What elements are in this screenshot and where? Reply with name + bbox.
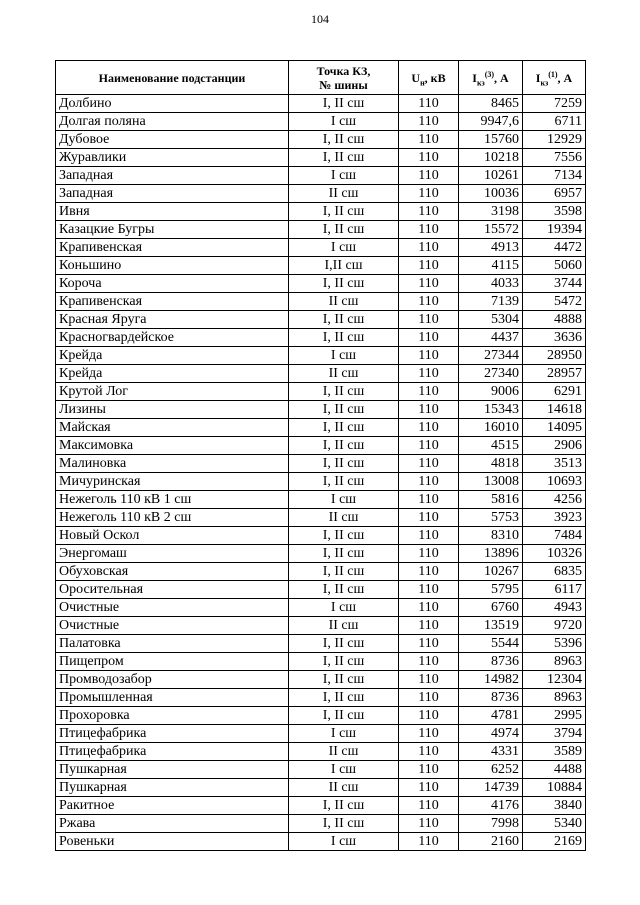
table-row [56, 149, 586, 167]
cell-current-1phase: 12304 [523, 671, 586, 689]
cell-fault-point: I, II сш [289, 653, 399, 671]
header-substation-name-text: Наименование подстанции [98, 70, 246, 85]
table-header [56, 61, 586, 95]
cell-current-1phase: 3923 [523, 509, 586, 527]
table-body [56, 95, 586, 851]
cell-substation-name: Дубовое [56, 131, 289, 149]
cell-substation-name: Энергомаш [56, 545, 289, 563]
cell-current-3phase: 9947,6 [459, 113, 523, 131]
cell-current-3phase: 4974 [459, 725, 523, 743]
cell-substation-name: Птицефабрика [56, 725, 289, 743]
cell-voltage: 110 [399, 455, 459, 473]
cell-current-3phase: 5544 [459, 635, 523, 653]
cell-fault-point: I, II сш [289, 149, 399, 167]
cell-current-1phase: 6291 [523, 383, 586, 401]
header-current-1phase [523, 61, 586, 95]
table-row [56, 671, 586, 689]
cell-current-3phase: 5816 [459, 491, 523, 509]
header-voltage-symbol: U [411, 70, 421, 85]
cell-current-3phase: 7998 [459, 815, 523, 833]
cell-current-1phase: 3589 [523, 743, 586, 761]
cell-current-3phase: 4515 [459, 437, 523, 455]
cell-current-1phase: 4472 [523, 239, 586, 257]
header-fault-point [289, 61, 399, 95]
cell-current-1phase: 9720 [523, 617, 586, 635]
cell-substation-name: Ивня [56, 203, 289, 221]
cell-current-1phase: 4256 [523, 491, 586, 509]
table-row [56, 635, 586, 653]
table-row [56, 95, 586, 113]
cell-current-1phase: 5060 [523, 257, 586, 275]
cell-substation-name: Промышленная [56, 689, 289, 707]
cell-substation-name: Птицефабрика [56, 743, 289, 761]
cell-current-3phase: 13519 [459, 617, 523, 635]
table-row [56, 221, 586, 239]
cell-current-1phase: 3744 [523, 275, 586, 293]
cell-current-3phase: 4115 [459, 257, 523, 275]
cell-substation-name: Долбино [56, 95, 289, 113]
cell-current-3phase: 27340 [459, 365, 523, 383]
header-i1-sub: кз [540, 77, 549, 87]
cell-voltage: 110 [399, 203, 459, 221]
cell-fault-point: I, II сш [289, 815, 399, 833]
cell-fault-point: I, II сш [289, 545, 399, 563]
cell-current-3phase: 10036 [459, 185, 523, 203]
cell-fault-point: II сш [289, 509, 399, 527]
cell-substation-name: Пушкарная [56, 761, 289, 779]
table-row [56, 203, 586, 221]
table-row [56, 797, 586, 815]
cell-current-3phase: 15760 [459, 131, 523, 149]
cell-current-1phase: 10693 [523, 473, 586, 491]
cell-current-1phase: 8963 [523, 653, 586, 671]
cell-voltage: 110 [399, 257, 459, 275]
cell-substation-name: Коньшино [56, 257, 289, 275]
cell-voltage: 110 [399, 815, 459, 833]
cell-substation-name: Красная Яруга [56, 311, 289, 329]
cell-substation-name: Пищепром [56, 653, 289, 671]
table-row [56, 293, 586, 311]
cell-substation-name: Западная [56, 167, 289, 185]
cell-fault-point: I, II сш [289, 95, 399, 113]
table-row [56, 491, 586, 509]
cell-substation-name: Крапивенская [56, 293, 289, 311]
cell-voltage: 110 [399, 761, 459, 779]
cell-substation-name: Майская [56, 419, 289, 437]
header-i3-symbol: I [472, 70, 477, 85]
cell-substation-name: Красногвардейское [56, 329, 289, 347]
cell-substation-name: Пушкарная [56, 779, 289, 797]
cell-voltage: 110 [399, 149, 459, 167]
cell-substation-name: Крейда [56, 347, 289, 365]
header-fault-point-line1: Точка КЗ, [316, 63, 371, 78]
cell-fault-point: I, II сш [289, 689, 399, 707]
header-row [56, 61, 586, 95]
cell-substation-name: Западная [56, 185, 289, 203]
table-row [56, 743, 586, 761]
cell-current-1phase: 10326 [523, 545, 586, 563]
cell-current-1phase: 4888 [523, 311, 586, 329]
cell-fault-point: I сш [289, 113, 399, 131]
cell-voltage: 110 [399, 113, 459, 131]
cell-current-3phase: 10261 [459, 167, 523, 185]
cell-voltage: 110 [399, 527, 459, 545]
cell-current-3phase: 4437 [459, 329, 523, 347]
header-voltage-sub: н [420, 77, 425, 87]
cell-current-3phase: 9006 [459, 383, 523, 401]
cell-fault-point: II сш [289, 743, 399, 761]
cell-substation-name: Обуховская [56, 563, 289, 581]
cell-substation-name: Мичуринская [56, 473, 289, 491]
table-row [56, 365, 586, 383]
cell-voltage: 110 [399, 563, 459, 581]
cell-fault-point: I,II сш [289, 257, 399, 275]
cell-current-1phase: 28957 [523, 365, 586, 383]
table-row [56, 383, 586, 401]
cell-current-3phase: 13896 [459, 545, 523, 563]
cell-current-1phase: 12929 [523, 131, 586, 149]
cell-current-1phase: 5472 [523, 293, 586, 311]
cell-voltage: 110 [399, 239, 459, 257]
header-i3-unit: , А [494, 70, 509, 85]
cell-current-3phase: 4913 [459, 239, 523, 257]
table-row [56, 419, 586, 437]
cell-substation-name: Нежеголь 110 кВ 2 сш [56, 509, 289, 527]
cell-fault-point: II сш [289, 293, 399, 311]
cell-current-1phase: 6117 [523, 581, 586, 599]
cell-substation-name: Максимовка [56, 437, 289, 455]
cell-voltage: 110 [399, 275, 459, 293]
cell-substation-name: Короча [56, 275, 289, 293]
table-row [56, 617, 586, 635]
header-i3-sub: кз [476, 77, 485, 87]
cell-current-1phase: 28950 [523, 347, 586, 365]
cell-substation-name: Лизины [56, 401, 289, 419]
cell-current-3phase: 6760 [459, 599, 523, 617]
cell-current-3phase: 4331 [459, 743, 523, 761]
table-row [56, 455, 586, 473]
cell-current-3phase: 3198 [459, 203, 523, 221]
cell-current-3phase: 16010 [459, 419, 523, 437]
cell-substation-name: Журавлики [56, 149, 289, 167]
cell-fault-point: I сш [289, 491, 399, 509]
cell-fault-point: I, II сш [289, 563, 399, 581]
table-row [56, 689, 586, 707]
cell-voltage: 110 [399, 473, 459, 491]
header-i1-symbol: I [535, 70, 541, 85]
cell-fault-point: I, II сш [289, 221, 399, 239]
header-substation-name [56, 61, 289, 95]
cell-substation-name: Ровеньки [56, 833, 289, 851]
cell-current-1phase: 14095 [523, 419, 586, 437]
cell-substation-name: Новый Оскол [56, 527, 289, 545]
cell-current-1phase: 6711 [523, 113, 586, 131]
cell-current-1phase: 4943 [523, 599, 586, 617]
cell-voltage: 110 [399, 797, 459, 815]
cell-current-1phase: 7259 [523, 95, 586, 113]
cell-fault-point: I сш [289, 725, 399, 743]
cell-current-3phase: 4033 [459, 275, 523, 293]
cell-fault-point: I, II сш [289, 527, 399, 545]
cell-substation-name: Долгая поляна [56, 113, 289, 131]
cell-fault-point: I, II сш [289, 635, 399, 653]
cell-current-3phase: 7139 [459, 293, 523, 311]
table-row [56, 563, 586, 581]
short-circuit-table [55, 60, 586, 851]
cell-voltage: 110 [399, 833, 459, 851]
cell-current-1phase: 5396 [523, 635, 586, 653]
cell-fault-point: I, II сш [289, 581, 399, 599]
cell-current-3phase: 5753 [459, 509, 523, 527]
cell-voltage: 110 [399, 311, 459, 329]
header-i1-sup: (1) [548, 69, 558, 79]
cell-current-3phase: 10267 [459, 563, 523, 581]
cell-substation-name: Ржава [56, 815, 289, 833]
cell-current-1phase: 6835 [523, 563, 586, 581]
header-i1-unit: , А [557, 70, 573, 85]
cell-voltage: 110 [399, 347, 459, 365]
cell-current-3phase: 10218 [459, 149, 523, 167]
cell-current-3phase: 14739 [459, 779, 523, 797]
cell-current-1phase: 3794 [523, 725, 586, 743]
cell-fault-point: I сш [289, 761, 399, 779]
cell-current-1phase: 3636 [523, 329, 586, 347]
cell-voltage: 110 [399, 419, 459, 437]
cell-voltage: 110 [399, 131, 459, 149]
cell-voltage: 110 [399, 437, 459, 455]
cell-current-3phase: 13008 [459, 473, 523, 491]
header-i3-sup: (3) [484, 69, 495, 79]
table-row [56, 311, 586, 329]
cell-current-1phase: 2169 [523, 833, 586, 851]
table-row [56, 275, 586, 293]
cell-substation-name: Крейда [56, 365, 289, 383]
cell-fault-point: II сш [289, 365, 399, 383]
cell-fault-point: I сш [289, 599, 399, 617]
cell-current-3phase: 8736 [459, 653, 523, 671]
table-row [56, 239, 586, 257]
cell-fault-point: I, II сш [289, 401, 399, 419]
cell-voltage: 110 [399, 509, 459, 527]
table-row [56, 527, 586, 545]
header-current-3phase [459, 61, 523, 95]
cell-substation-name: Оросительная [56, 581, 289, 599]
cell-current-1phase: 2906 [523, 437, 586, 455]
cell-current-1phase: 6957 [523, 185, 586, 203]
cell-current-3phase: 5304 [459, 311, 523, 329]
cell-fault-point: I сш [289, 167, 399, 185]
cell-fault-point: I, II сш [289, 707, 399, 725]
cell-current-1phase: 8963 [523, 689, 586, 707]
table-row [56, 653, 586, 671]
page-number: 104 [311, 12, 329, 26]
cell-voltage: 110 [399, 671, 459, 689]
cell-fault-point: II сш [289, 185, 399, 203]
cell-current-3phase: 15572 [459, 221, 523, 239]
table-row [56, 581, 586, 599]
table-row [56, 761, 586, 779]
cell-substation-name: Ракитное [56, 797, 289, 815]
cell-current-1phase: 19394 [523, 221, 586, 239]
cell-fault-point: I, II сш [289, 797, 399, 815]
cell-current-1phase: 3513 [523, 455, 586, 473]
cell-current-3phase: 4781 [459, 707, 523, 725]
cell-voltage: 110 [399, 185, 459, 203]
table-row [56, 257, 586, 275]
cell-voltage: 110 [399, 707, 459, 725]
table-row [56, 815, 586, 833]
cell-current-1phase: 3840 [523, 797, 586, 815]
cell-substation-name: Казацкие Бугры [56, 221, 289, 239]
cell-current-1phase: 10884 [523, 779, 586, 797]
cell-fault-point: I сш [289, 347, 399, 365]
cell-fault-point: II сш [289, 779, 399, 797]
table-row [56, 473, 586, 491]
table-row [56, 833, 586, 851]
cell-current-1phase: 7556 [523, 149, 586, 167]
table-row [56, 599, 586, 617]
cell-fault-point: I, II сш [289, 437, 399, 455]
cell-substation-name: Очистные [56, 599, 289, 617]
table-row [56, 545, 586, 563]
table-row [56, 347, 586, 365]
table-row [56, 167, 586, 185]
table-row [56, 131, 586, 149]
table-row [56, 509, 586, 527]
cell-current-1phase: 4488 [523, 761, 586, 779]
table-row [56, 725, 586, 743]
cell-current-3phase: 4818 [459, 455, 523, 473]
cell-current-1phase: 2995 [523, 707, 586, 725]
cell-substation-name: Крапивенская [56, 239, 289, 257]
table-row [56, 185, 586, 203]
cell-voltage: 110 [399, 653, 459, 671]
cell-current-3phase: 5795 [459, 581, 523, 599]
cell-fault-point: I сш [289, 239, 399, 257]
cell-fault-point: I, II сш [289, 455, 399, 473]
cell-substation-name: Очистные [56, 617, 289, 635]
cell-voltage: 110 [399, 329, 459, 347]
cell-current-1phase: 7134 [523, 167, 586, 185]
cell-fault-point: I, II сш [289, 671, 399, 689]
table-row [56, 707, 586, 725]
cell-fault-point: I сш [289, 833, 399, 851]
cell-voltage: 110 [399, 95, 459, 113]
cell-voltage: 110 [399, 599, 459, 617]
cell-fault-point: II сш [289, 617, 399, 635]
cell-current-1phase: 3598 [523, 203, 586, 221]
table-row [56, 437, 586, 455]
cell-voltage: 110 [399, 383, 459, 401]
table-row [56, 401, 586, 419]
cell-voltage: 110 [399, 581, 459, 599]
cell-current-3phase: 6252 [459, 761, 523, 779]
cell-current-3phase: 14982 [459, 671, 523, 689]
cell-current-1phase: 7484 [523, 527, 586, 545]
cell-voltage: 110 [399, 167, 459, 185]
cell-fault-point: I, II сш [289, 203, 399, 221]
cell-current-1phase: 5340 [523, 815, 586, 833]
cell-fault-point: I, II сш [289, 131, 399, 149]
table-row [56, 779, 586, 797]
cell-substation-name: Малиновка [56, 455, 289, 473]
cell-voltage: 110 [399, 617, 459, 635]
table-row [56, 329, 586, 347]
cell-voltage: 110 [399, 743, 459, 761]
cell-current-3phase: 4176 [459, 797, 523, 815]
cell-voltage: 110 [399, 365, 459, 383]
cell-voltage: 110 [399, 491, 459, 509]
cell-voltage: 110 [399, 293, 459, 311]
cell-voltage: 110 [399, 221, 459, 239]
header-voltage-unit: , кВ [424, 70, 446, 85]
cell-current-3phase: 15343 [459, 401, 523, 419]
header-voltage [399, 61, 459, 95]
cell-voltage: 110 [399, 689, 459, 707]
cell-substation-name: Прохоровка [56, 707, 289, 725]
cell-fault-point: I, II сш [289, 329, 399, 347]
cell-fault-point: I, II сш [289, 275, 399, 293]
cell-substation-name: Нежеголь 110 кВ 1 сш [56, 491, 289, 509]
cell-voltage: 110 [399, 401, 459, 419]
cell-current-3phase: 27344 [459, 347, 523, 365]
cell-fault-point: I, II сш [289, 419, 399, 437]
cell-current-3phase: 8465 [459, 95, 523, 113]
cell-current-3phase: 2160 [459, 833, 523, 851]
cell-substation-name: Крутой Лог [56, 383, 289, 401]
cell-substation-name: Промводозабор [56, 671, 289, 689]
cell-substation-name: Палатовка [56, 635, 289, 653]
header-fault-point-line2: № шины [319, 77, 368, 92]
cell-current-3phase: 8310 [459, 527, 523, 545]
cell-voltage: 110 [399, 635, 459, 653]
cell-voltage: 110 [399, 725, 459, 743]
cell-fault-point: I, II сш [289, 383, 399, 401]
cell-fault-point: I, II сш [289, 311, 399, 329]
cell-voltage: 110 [399, 545, 459, 563]
cell-current-1phase: 14618 [523, 401, 586, 419]
cell-fault-point: I, II сш [289, 473, 399, 491]
cell-current-3phase: 8736 [459, 689, 523, 707]
table-row [56, 113, 586, 131]
cell-voltage: 110 [399, 779, 459, 797]
